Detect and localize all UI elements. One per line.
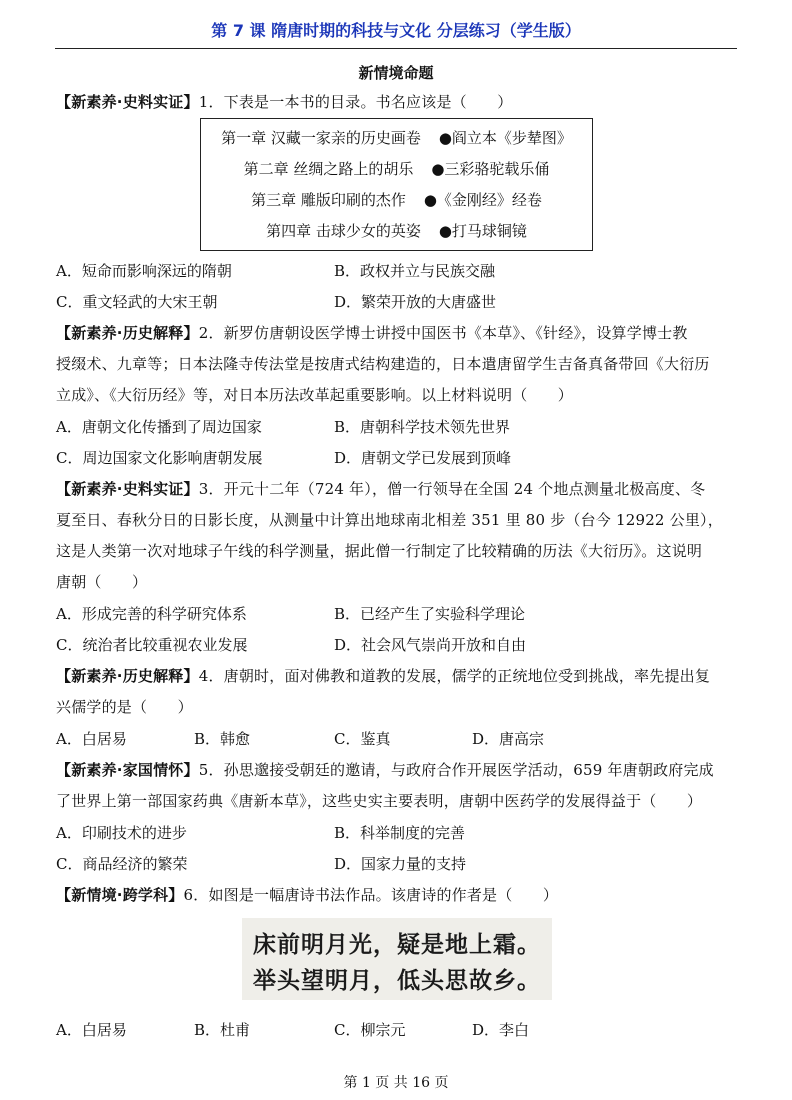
question-2-option-d[interactable]: D．唐朝文学已发展到顶峰	[334, 449, 512, 467]
question-5-tag: 【新素养·家国情怀】	[56, 761, 199, 779]
question-6-text: 6．如图是一幅唐诗书法作品。该唐诗的作者是（ ）	[183, 886, 559, 904]
question-6-option-a[interactable]: A．白居易	[56, 1021, 127, 1039]
question-6-stem	[56, 884, 558, 905]
question-3-text-line: 这是人类第一次对地球子午线的科学测量，据此僧一行制定了比较精确的历法《大衍历》。这说明	[56, 542, 703, 560]
question-6-tag: 【新情境·跨学科】	[56, 886, 184, 904]
question-3-option-d[interactable]: D．社会风气崇尚开放和自由	[334, 636, 527, 654]
question-4-text: 4．唐朝时，面对佛教和道教的发展，儒学的正统地位受到挑战，率先提出复	[198, 667, 711, 685]
page-footer: 第 1 页 共 16 页	[343, 1075, 449, 1091]
question-1-option-b[interactable]: B．政权并立与民族交融	[334, 262, 496, 280]
toc-chapter: 第三章 雕版印刷的杰作	[251, 191, 406, 209]
question-3-text-line: 唐朝（ ）	[56, 573, 148, 591]
question-3-tag: 【新素养·史料实证】	[56, 480, 199, 498]
question-3-text: 3．开元十二年（724 年），僧一行领导在全国 24 个地点测量北极高度、冬	[198, 480, 706, 498]
toc-item: ●阎立本《步辇图》	[438, 129, 572, 147]
question-5-option-d[interactable]: D．国家力量的支持	[334, 855, 467, 873]
question-1-tag: 【新素养·史料实证】	[56, 93, 199, 111]
poem-line: 举头望明月，低头思故乡。	[253, 967, 541, 994]
question-3-option-c[interactable]: C．统治者比较重视农业发展	[56, 636, 248, 654]
toc-row	[201, 158, 592, 179]
question-6-option-b[interactable]: B．杜甫	[194, 1021, 251, 1039]
question-3-option-b[interactable]: B．已经产生了实验科学理论	[334, 605, 526, 623]
question-2-tag: 【新素养·历史解释】	[56, 324, 199, 342]
question-4-text-line: 兴儒学的是（ ）	[56, 698, 193, 716]
document-header: 第 7 课 隋唐时期的科技与文化 分层练习（学生版）	[211, 21, 581, 40]
question-6-option-c[interactable]: C．柳宗元	[334, 1021, 406, 1039]
question-2-option-c[interactable]: C．周边国家文化影响唐朝发展	[56, 449, 263, 467]
question-4-option-b[interactable]: B．韩愈	[194, 730, 251, 748]
question-2-text-line: 授缀术、九章等；日本法隆寺传法堂是按唐式结构建造的，日本遣唐留学生吉备真备带回《大衍历	[56, 355, 710, 373]
question-2-text: 2．新罗仿唐朝设医学博士讲授中国医书《本草》、《针经》，设算学博士教	[198, 324, 688, 342]
section-title: 新情境命题	[358, 64, 434, 82]
question-4-option-c[interactable]: C．鉴真	[334, 730, 391, 748]
header-divider	[55, 48, 737, 49]
question-4-stem	[56, 665, 710, 686]
poem-line: 床前明月光，疑是地上霜。	[253, 931, 541, 958]
question-5-option-c[interactable]: C．商品经济的繁荣	[56, 855, 188, 873]
question-5-text: 5．孙思邈接受朝廷的邀请，与政府合作开展医学活动，659 年唐朝政府完成	[198, 761, 714, 779]
toc-item: ●《金刚经》经卷	[423, 191, 542, 209]
question-4-option-a[interactable]: A．白居易	[56, 730, 127, 748]
question-1-text: 1．下表是一本书的目录。书名应该是（ ）	[198, 93, 513, 111]
toc-row	[201, 127, 592, 148]
question-4-option-d[interactable]: D．唐高宗	[472, 730, 545, 748]
question-2-text-line: 立成》、《大衍历经》等，对日本历法改革起重要影响。以上材料说明（ ）	[56, 386, 574, 404]
question-1-stem	[56, 91, 512, 112]
question-5-option-b[interactable]: B．科举制度的完善	[334, 824, 466, 842]
question-2-option-b[interactable]: B．唐朝科学技术领先世界	[334, 418, 511, 436]
question-1-option-a[interactable]: A．短命而影响深远的隋朝	[56, 262, 232, 280]
question-6-option-d[interactable]: D．李白	[472, 1021, 530, 1039]
toc-chapter: 第四章 击球少女的英姿	[266, 222, 421, 240]
toc-chapter: 第一章 汉藏一家亲的历史画卷	[221, 129, 421, 147]
question-1-option-d[interactable]: D．繁荣开放的大唐盛世	[334, 293, 497, 311]
question-5-stem	[56, 759, 714, 780]
toc-row	[201, 189, 592, 210]
question-5-option-a[interactable]: A．印刷技术的进步	[56, 824, 187, 842]
question-2-option-a[interactable]: A．唐朝文化传播到了周边国家	[56, 418, 262, 436]
toc-item: ●打马球铜镜	[438, 222, 527, 240]
question-1-option-c[interactable]: C．重文轻武的大宋王朝	[56, 293, 218, 311]
question-5-text-line: 了世界上第一部国家药典《唐新本草》，这些史实主要表明，唐朝中医药学的发展得益于（ ）	[56, 792, 703, 810]
table-of-contents-box	[200, 118, 593, 251]
calligraphy-image	[242, 918, 552, 1000]
toc-chapter: 第二章 丝绸之路上的胡乐	[243, 160, 414, 178]
question-3-text-line: 夏至日、春秋分日的日影长度，从测量中计算出地球南北相差 351 里 80 步（台今 12922 公里），	[56, 511, 723, 529]
question-3-option-a[interactable]: A．形成完善的科学研究体系	[56, 605, 247, 623]
toc-row	[201, 220, 592, 241]
question-3-stem	[56, 478, 705, 499]
question-2-stem	[56, 322, 688, 343]
question-4-tag: 【新素养·历史解释】	[56, 667, 199, 685]
toc-item: ●三彩骆驼载乐俑	[431, 160, 550, 178]
